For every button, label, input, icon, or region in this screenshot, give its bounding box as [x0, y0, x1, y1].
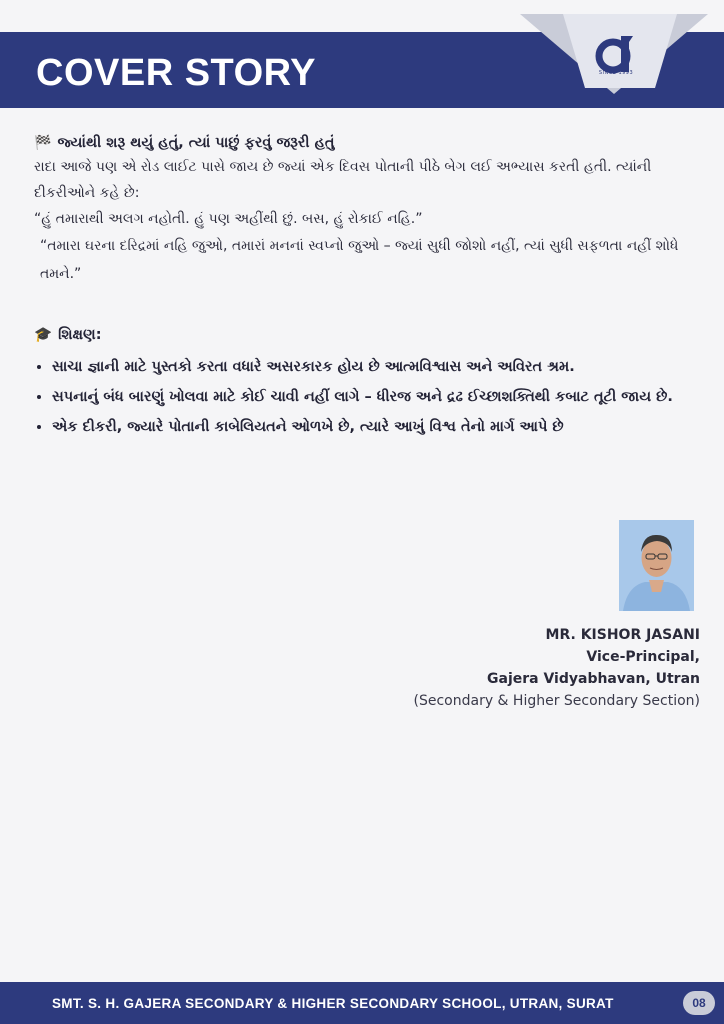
page-title: COVER STORY	[36, 52, 316, 94]
page-number-badge: 08	[683, 991, 715, 1015]
paragraph-intro: રાદા આજે પણ એ રોડ લાઈટ પાસે જાય છે જ્યાં એક દિવસ પોતાની પીઠે બેગ લઈ અભ્યાસ કરતી હતી. ત્યાંની દીકરીઓને કહે છે:	[34, 159, 652, 201]
list-item: • એક દીકરી, જ્યારે પોતાની કાબેલિયતને ઓળખે છે, ત્યારે આખું વિશ્વ તેનો માર્ગ આપે છે	[52, 414, 706, 440]
signature-role: Vice-Principal,	[586, 649, 700, 665]
signature-name: MR. KISHOR JASANI	[545, 627, 700, 643]
chequered-flag-icon: 🏁	[34, 135, 52, 151]
list-item: • સપનાનું બંધ બારણું ખોલવા માટે કોઈ ચાવી નહીં લાગે – ધીરજ અને દ્રઢ ઈચ્છાશક્તિથી કબાટ તૂટી જાય છે.	[52, 384, 706, 410]
footer-school-name: SMT. S. H. GAJERA SECONDARY & HIGHER SECONDARY SCHOOL, UTRAN, SURAT	[52, 996, 614, 1011]
education-heading-text: શિક્ષણ:	[58, 327, 102, 343]
quote-one: “હું તમારાથી અલગ નહોતી. હું પણ અહીંથી છું. બસ, હું રોકાઈ નહિ.”	[34, 211, 423, 227]
education-heading	[34, 324, 706, 346]
author-photo	[619, 520, 694, 611]
signature-section: (Secondary & Higher Secondary Section)	[413, 693, 700, 709]
signature-org: Gajera Vidyabhavan, Utran	[487, 671, 700, 687]
portrait-image	[619, 520, 694, 611]
education-points	[34, 354, 706, 440]
graduation-cap-icon: 🎓	[34, 327, 53, 343]
quote-two: “તમારા ઘરના દરિદ્રમાં નહિ જુઓ, તમારાં મનનાં સ્વપ્નો જુઓ – જ્યાં સુધી જોશો નહીં, ત્યાં સુધી સફળતા નહીં શોધે તમને.”	[40, 238, 679, 282]
list-item: • સાચા જ્ઞાની માટે પુસ્તકો કરતા વધારે અસરકારક હોય છે આત્મવિશ્વાસ અને અવિરત શ્રમ.	[52, 354, 706, 380]
signature-block	[414, 624, 701, 712]
article-heading-text: જ્યાંથી શરૂ થયું હતું, ત્યાં પાછું ફરવું જરૂરી હતું	[57, 135, 335, 151]
article-body	[34, 132, 706, 444]
logo-since-text: SINCE 1993	[598, 70, 634, 76]
article-heading	[34, 132, 706, 154]
